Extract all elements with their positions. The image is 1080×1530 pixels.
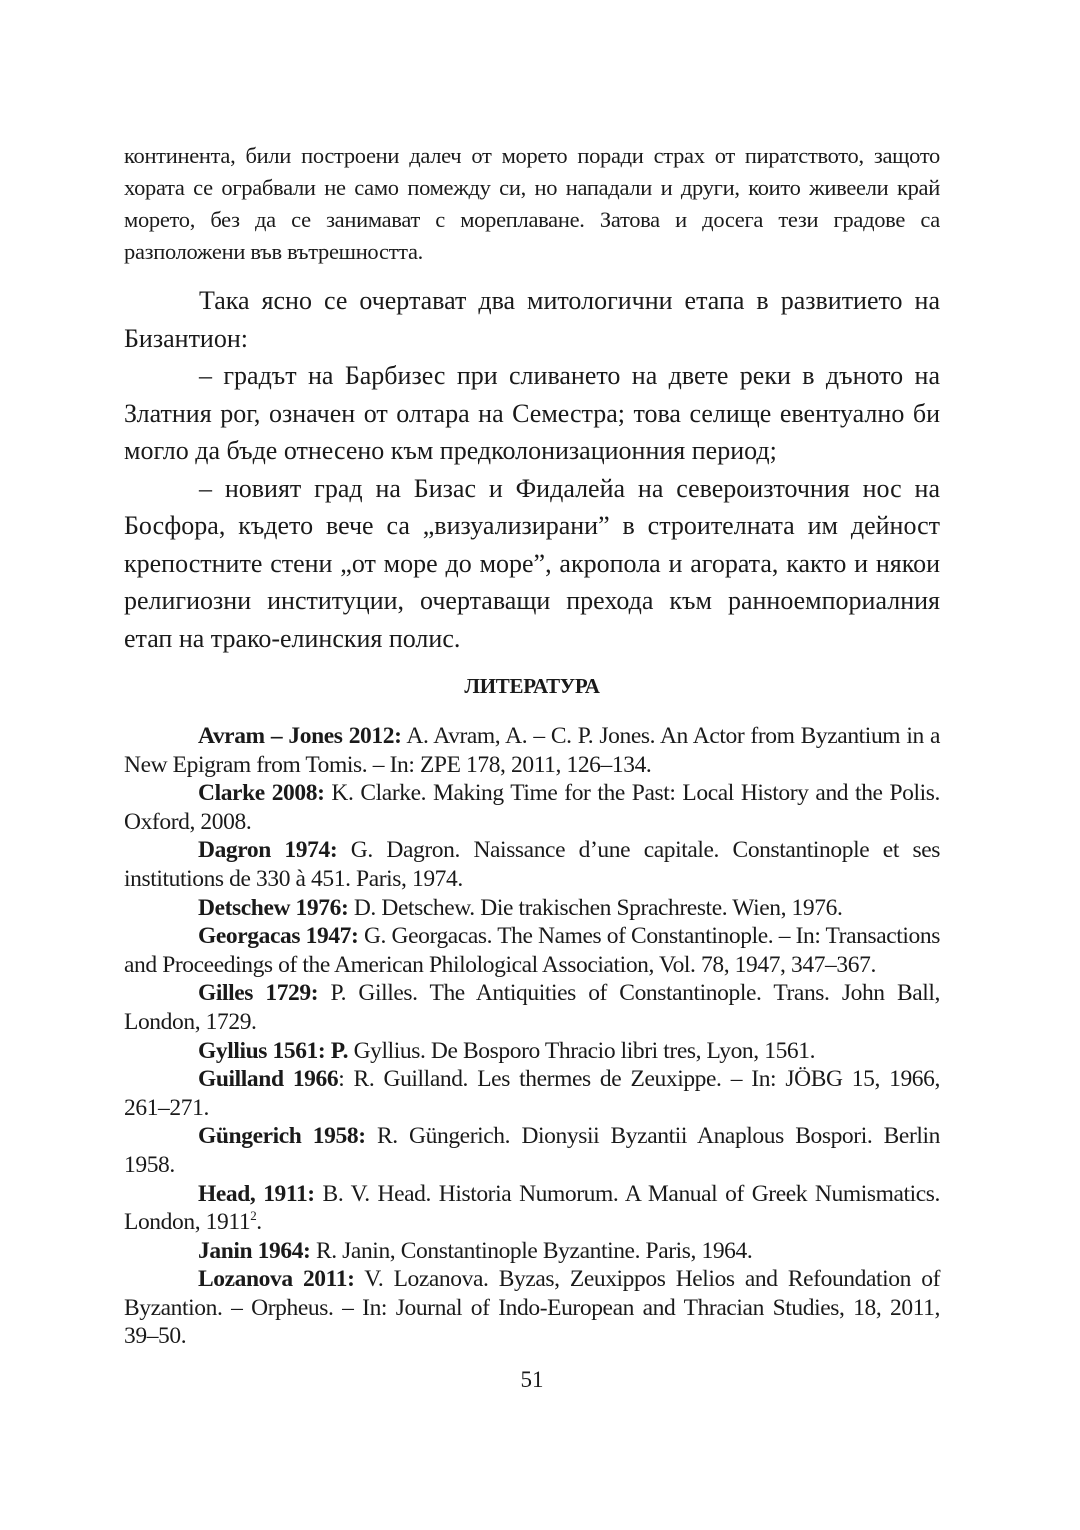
reference-text: G. Dagron. Naissance d’une capitale. Constantinople et ses institutions de 330 à 451. Paris, 1974. (124, 837, 941, 892)
reference-item (124, 1180, 940, 1237)
reference-list (124, 722, 940, 1351)
reference-text: : R. Guilland. Les thermes de Zeuxippe. – In: JÖBG 15, 1966, 261–271. (124, 1066, 940, 1121)
reference-item (124, 722, 940, 779)
page-body (124, 140, 941, 1392)
reference-item (124, 979, 940, 1036)
reference-text: P. Gilles. The Antiquities of Constantinople. Trans. John Ball, London, 1729. (124, 980, 941, 1035)
reference-key: Güngerich 1958: (198, 1123, 366, 1150)
edition-superscript: 2 (250, 1208, 257, 1224)
reference-item (124, 894, 940, 923)
reference-key: Detschew 1976: (198, 894, 349, 921)
reference-text: D. Detschew. Die trakischen Sprachreste. Wien, 1976. (348, 894, 843, 921)
reference-key: Guilland 1966 (198, 1066, 339, 1093)
reference-item (124, 1037, 940, 1066)
reference-key: Head, 1911: (198, 1180, 315, 1207)
reference-text: V. Lozanova. Byzas, Zeuxippos Helios and Refoundation of Byzantion. – Orpheus. – In: Journal of Indo-European and Thracian Studies, 18, 2011, 39–50. (124, 1266, 940, 1350)
reference-item (124, 1265, 940, 1351)
reference-key: Lozanova 2011: (198, 1266, 355, 1293)
body-paragraph-3: – новият град на Бизас и Фидалейа на североизточния нос на Босфора, където вече са „визуализирани” в строителната им дейност крепостните стени „от море до море”, акропола и агората, както и някои религиозни институции, очертаващи прехода към ранноемпориалния етап на трако-елинския полис. (124, 473, 940, 653)
reference-tail: . (256, 1209, 262, 1236)
reference-key: Georgacas 1947: (198, 923, 359, 950)
reference-key: Gilles 1729: (198, 980, 319, 1007)
reference-key: Clarke 2008: (198, 780, 325, 807)
reference-text: G. Georgacas. The Names of Constantinople. – In: Transactions and Proceedings of the American Philological Association, Vol. 78, 1947, 347–367. (124, 923, 941, 978)
reference-text: R. Janin, Constantinople Byzantine. Paris, 1964. (310, 1237, 753, 1264)
body-paragraph-2: – градът на Барбизес при сливането на двете реки в дъното на Златния рог, означен от олтара на Семестра; това селище евентуално би могло да бъде отнесено към предколонизационния период; (124, 361, 940, 465)
reference-text: R. Güngerich. Dionysii Byzantii Anaplous Bospori. Berlin 1958. (124, 1123, 940, 1178)
reference-item (124, 779, 940, 836)
reference-item (124, 922, 940, 979)
page-number: 51 (520, 1367, 544, 1392)
reference-item (124, 836, 940, 893)
reference-text: K. Clarke. Making Time for the Past: Local History and the Polis. Oxford, 2008. (124, 780, 940, 835)
reference-text: A. Avram, A. – C. P. Jones. An Actor from Byzantium in a New Epigram from Tomis. – In: ZPE 178, 2011, 126–134. (124, 723, 940, 778)
reference-item (124, 1237, 940, 1266)
body-paragraph-1: Така ясно се очертават два митологични етапа в развитието на Бизантион: (124, 286, 940, 353)
reference-key: Avram – Jones 2012: (198, 723, 402, 749)
reference-key: Janin 1964: (198, 1237, 311, 1264)
reference-key: Dagron 1974: (198, 837, 338, 864)
section-heading: ЛИТЕРАТУРА (464, 674, 600, 698)
intro-paragraph: континента, били построени далеч от морето поради страх от пиратството, защото хората се ограбвали не само помежду си, но нападали и други, които живеели край морето, без да се занимават с мореплаване. Затова и досега тези градове са разположени във вътрешността. (124, 143, 940, 264)
reference-text: Gyllius. De Bosporo Thracio libri tres, Lyon, 1561. (348, 1037, 816, 1064)
reference-item (124, 1065, 940, 1122)
reference-text: B. V. Head. Historia Numorum. A Manual of Greek Numismatics. London, 1911 (124, 1180, 940, 1236)
reference-item (124, 1122, 940, 1179)
reference-key: Gyllius 1561: P. (198, 1037, 349, 1064)
